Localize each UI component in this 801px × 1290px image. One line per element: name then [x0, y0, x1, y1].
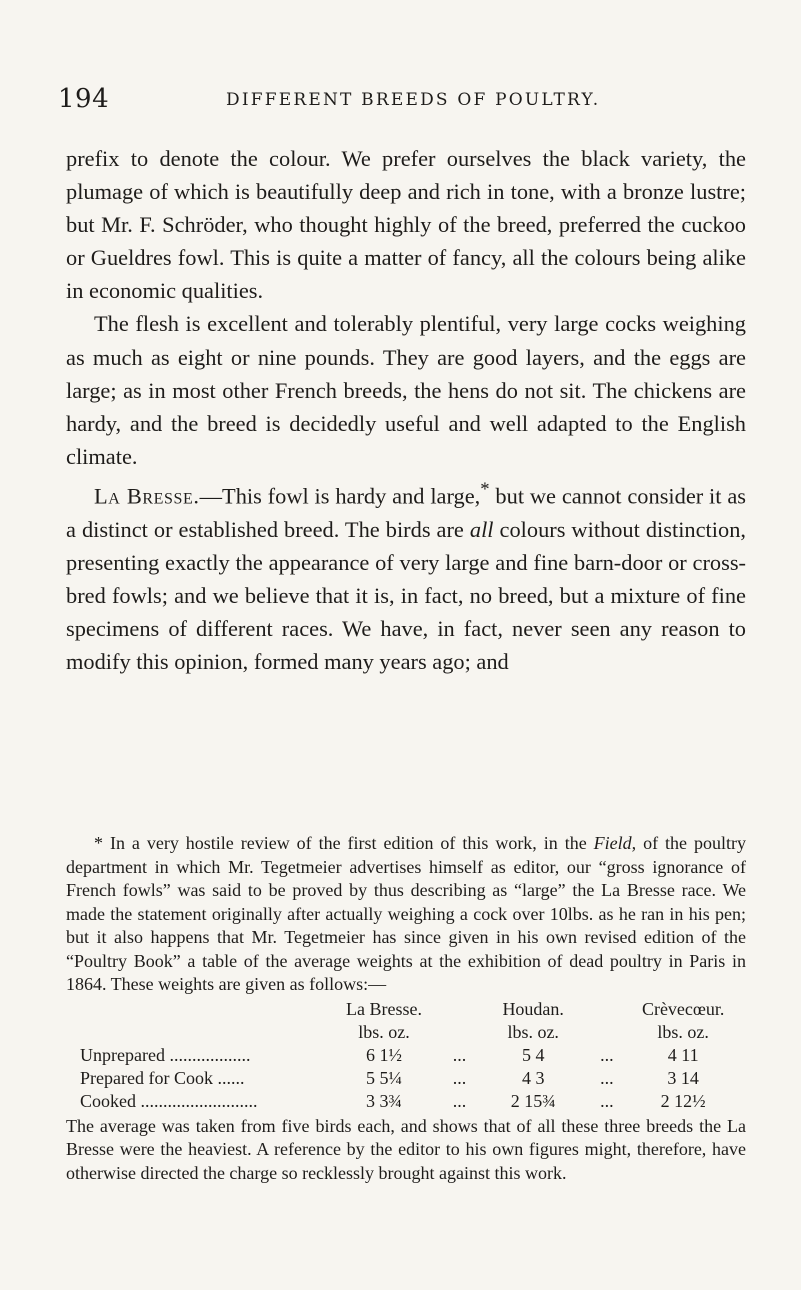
table-row [66, 1067, 746, 1090]
table-row [66, 1090, 746, 1113]
cell-houdan: 5 4 [521, 1044, 545, 1065]
leader-dots: ... [600, 1067, 614, 1088]
leader-dots: ... [452, 1044, 467, 1065]
main-text [66, 142, 746, 678]
cell-la-bresse: 3 3¾ [366, 1090, 402, 1111]
footnote [66, 832, 746, 1185]
running-head: DIFFERENT BREEDS OF POULTRY. [226, 90, 601, 110]
leader-dots: ... [600, 1044, 614, 1065]
unit-label: lbs. oz. [657, 1021, 709, 1042]
footnote-text-b: of the poultry department in which Mr. Tegetmeier advertises himself as editor, our “gross ignorance of French fowls” was said to be proved by thus describing as “large” the La Bresse race. We made the statement originally after actually weighing a cock over 10lbs. as he ran in his pen; but it also happens that Mr. Tegetmeier has since given in his own revised edition of the “Poultry Book” a table of the average weights at the exhibition of dead poultry in Paris in 1864. These weights are given as follows:— [66, 833, 746, 994]
unit-label: lbs. oz. [358, 1021, 410, 1042]
paragraph-3-text-c: colours without distinction, presenting exactly the appearance of very large and fine barn-door or cross-bred fowls; and we believe that it is, in fact, no breed, but a mixture of fine specimens of different races. We have, in fact, never seen any reason to modify this opinion, formed many years ago; and [66, 516, 746, 674]
paragraph-2: The flesh is excellent and tolerably plentiful, very large cocks weighing as much as eight or nine pounds. They are good layers, and the eggs are large; as in most other French breeds, the hens do not sit. The chickens are hardy, and the breed is decidedly useful and well adapted to the English climate. [66, 311, 746, 469]
cell-houdan: 4 3 [521, 1067, 545, 1088]
table-units-row [66, 1021, 746, 1044]
paragraph-3-text-b: but we cannot consider it as a distinct or established breed. The birds are [66, 483, 746, 542]
emphasis-field: Field, [593, 833, 637, 853]
footnote-mark: * [94, 833, 103, 853]
page-number: 194 [58, 84, 110, 114]
table-header-row [66, 998, 746, 1021]
footnote-reference: * [480, 478, 490, 500]
paragraph-1: prefix to denote the colour. We prefer ourselves the black variety, the plumage of which is beautifully deep and rich in tone, with a bronze lustre; but Mr. F. Schröder, who thought highly of the breed, preferred the cuckoo or Gueldres fowl. This is quite a matter of fancy, all the colours being alike in economic qualities. [66, 146, 746, 304]
column-header: Houdan. [502, 998, 564, 1019]
leader-dots: ... [452, 1067, 467, 1088]
cell-la-bresse: 5 5¼ [366, 1067, 402, 1088]
paragraph-3-text-a: —This fowl is hardy and large, [199, 483, 481, 509]
column-header: Crèvecœur. [641, 998, 725, 1019]
cell-crevecoeur: 3 14 [667, 1067, 699, 1088]
footnote-conclusion: The average was taken from five birds each, and shows that of all these three breeds the La Bresse were the heaviest. A reference by the editor to his own figures might, therefore, have otherwise directed the charge so recklessly brought against this work. [66, 1115, 746, 1183]
table-row [66, 1044, 746, 1067]
leader-dots: ... [452, 1090, 467, 1111]
row-label: Prepared for Cook ...... [80, 1067, 245, 1088]
page-header [58, 84, 748, 114]
leader-dots: ... [600, 1090, 614, 1111]
unit-label: lbs. oz. [507, 1021, 559, 1042]
cell-houdan: 2 15¾ [510, 1090, 556, 1111]
cell-crevecoeur: 2 12½ [660, 1090, 706, 1111]
weights-table [66, 998, 746, 1113]
cell-la-bresse: 6 1½ [366, 1044, 402, 1065]
column-header: La Bresse. [346, 998, 422, 1019]
footnote-text [66, 832, 746, 997]
section-heading-la-bresse: La Bresse. [94, 483, 200, 509]
row-label: Unprepared .................. [80, 1044, 251, 1065]
footnote-text-a: In a very hostile review of the first edition of this work, in the [103, 833, 594, 853]
cell-crevecoeur: 4 11 [667, 1044, 699, 1065]
row-label: Cooked .......................... [80, 1090, 258, 1111]
paragraph-3 [66, 473, 746, 678]
emphasis-all: all [469, 516, 494, 542]
